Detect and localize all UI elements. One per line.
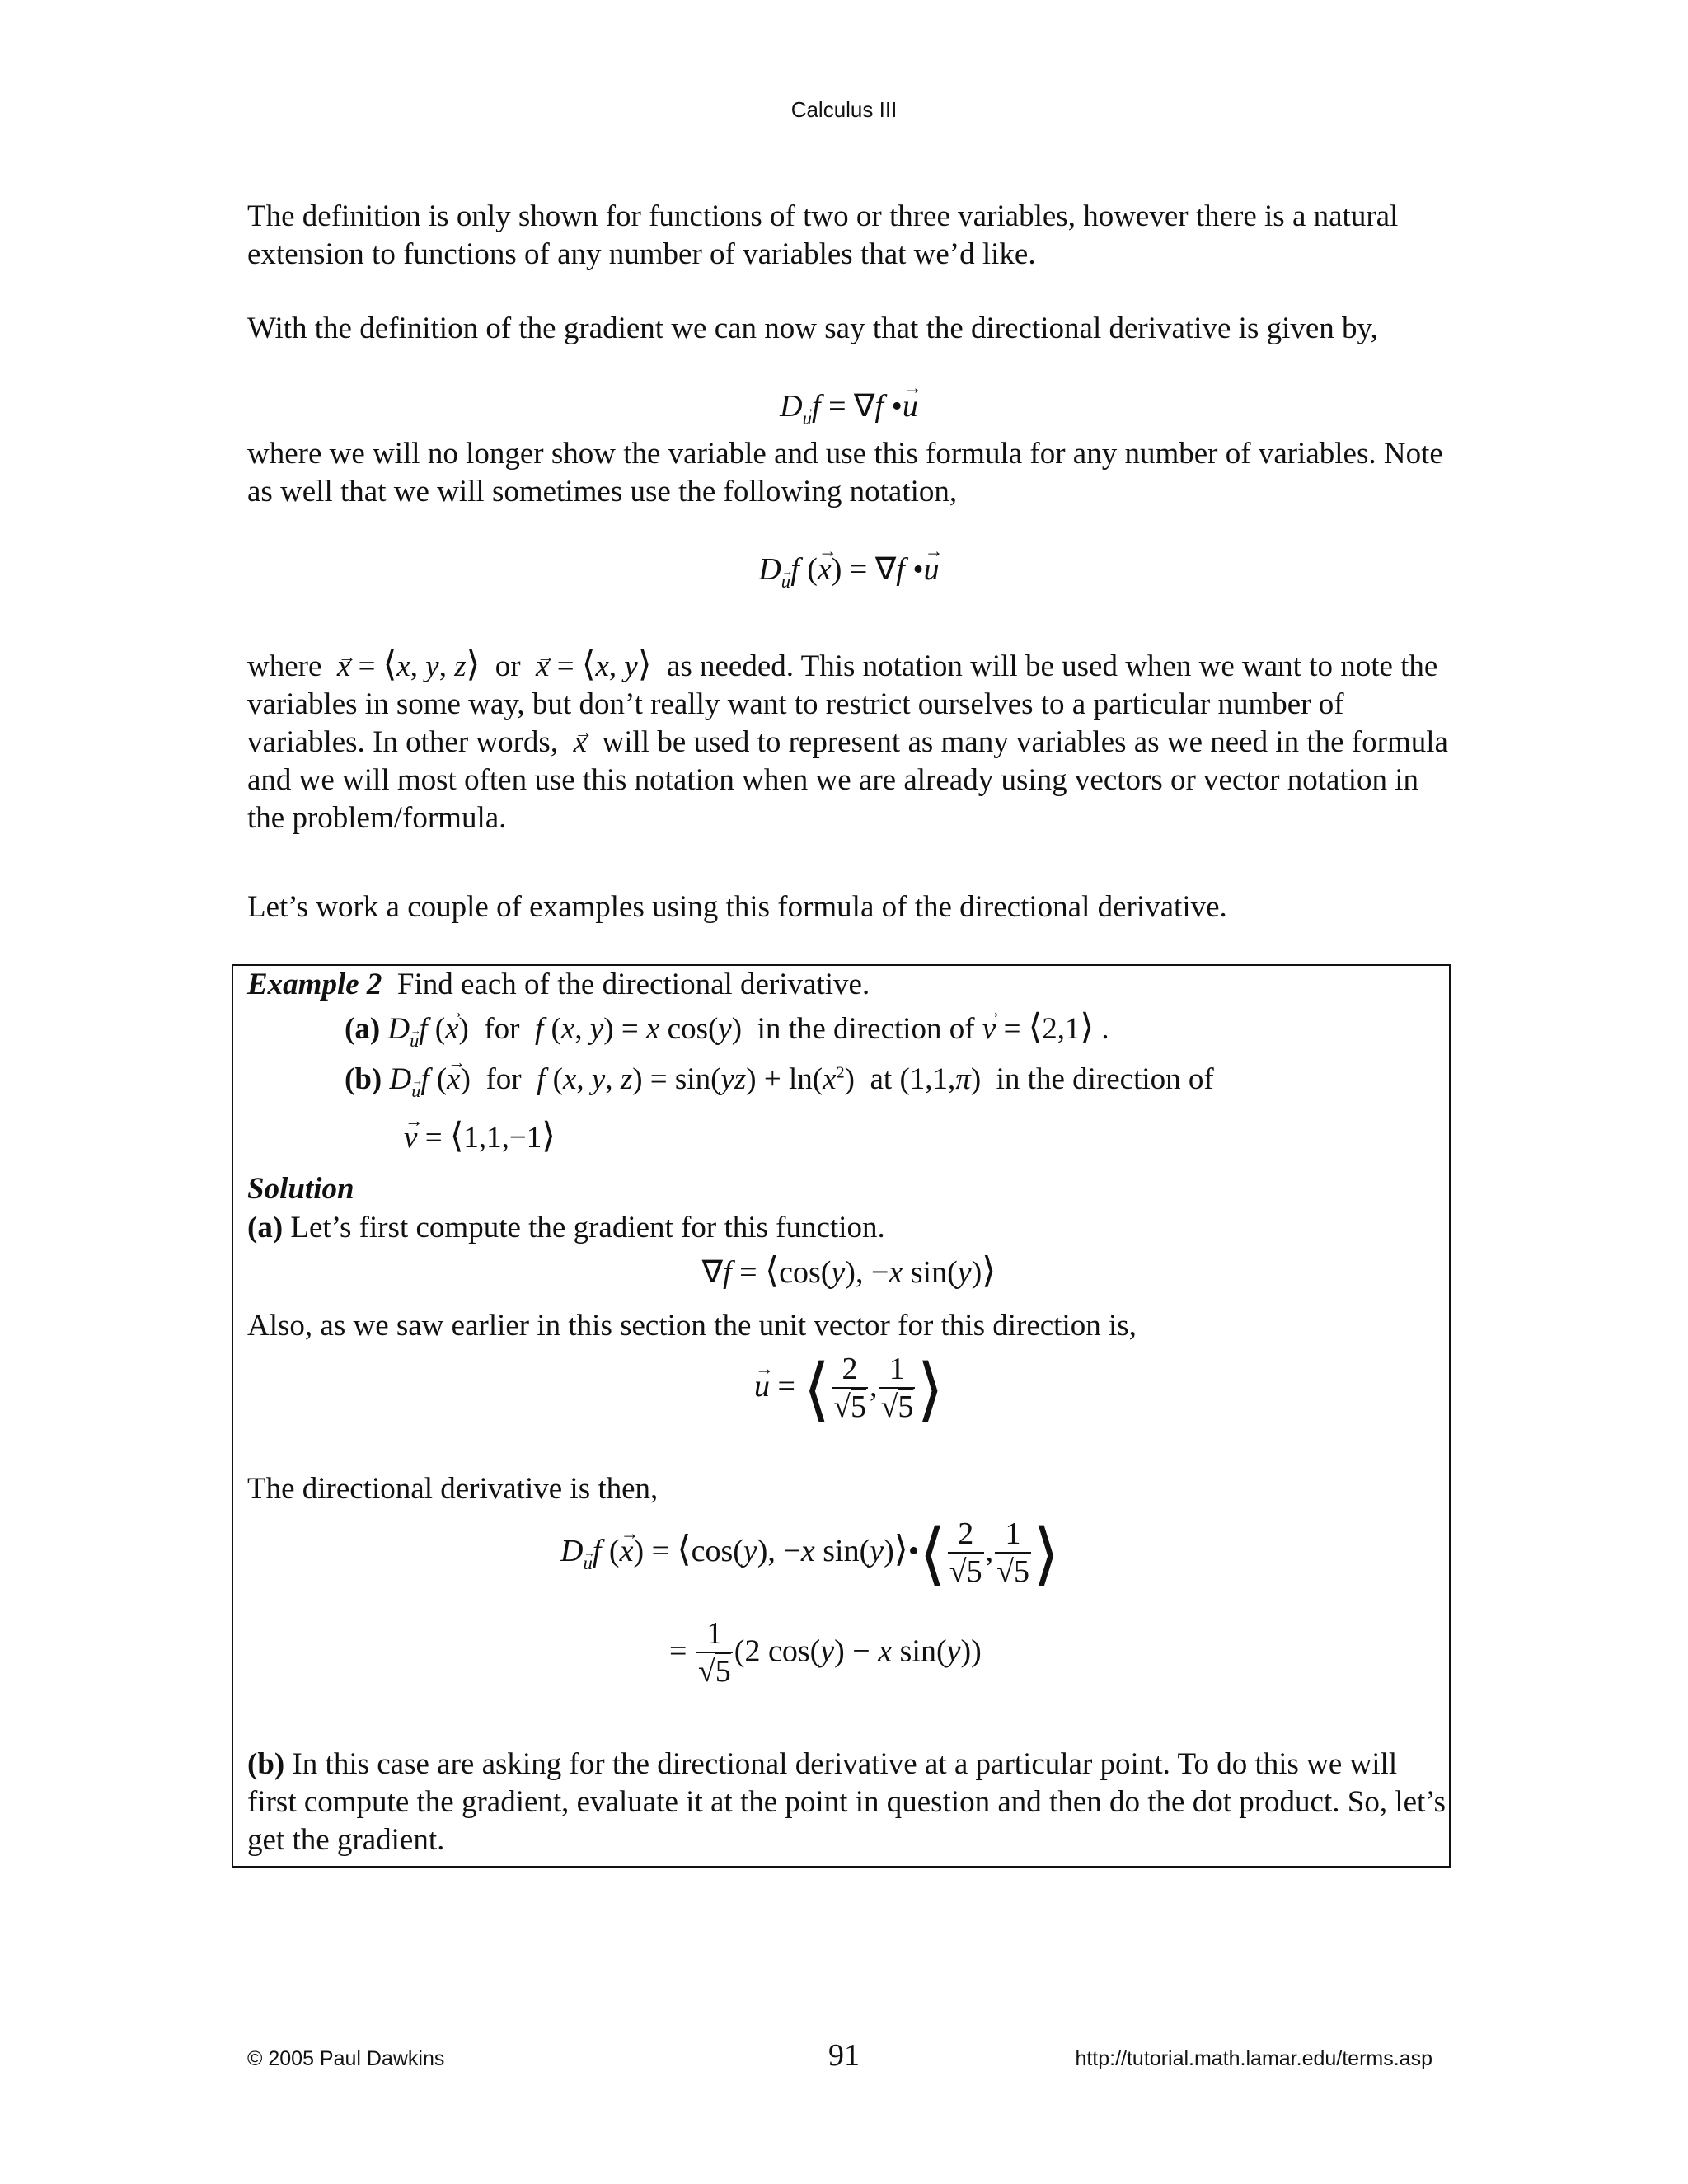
part-b-vector: → v = ⟨1,1,−1⟩ <box>404 1116 556 1156</box>
solution-b-label: (b) <box>247 1747 285 1781</box>
part-a-label: (a) <box>345 1012 381 1046</box>
p4-or: or <box>495 649 521 683</box>
unit-vector-text: Also, as we saw earlier in this section the unit vector for this direction is, <box>247 1309 1137 1343</box>
inline-math-x: → x <box>565 725 594 759</box>
solution-label: Solution <box>247 1172 354 1206</box>
dd-text: The directional derivative is then, <box>247 1472 659 1506</box>
solution-b-text: In this case are asking for the directional derivative at a particular point. To do this we will first compute the gradient, evaluate it at the point in question and then do the dot product. So, let’s get the gradient. <box>247 1747 1446 1857</box>
solution-b-paragraph <box>247 1746 1451 1859</box>
equation-dd-line2: = $\frac{1}{√5}$ (2 cos(y) − x sin(y)) <box>669 1616 982 1689</box>
example-title: Example 2 <box>247 968 382 1001</box>
paragraph-4 <box>247 646 1451 837</box>
paragraph-5: Let’s work a couple of examples using this formula of the directional derivative. <box>247 890 1227 924</box>
part-b-for: for <box>485 1062 522 1096</box>
example-prompt: Find each of the directional derivative. <box>396 968 870 1001</box>
inline-math-xy: → x = ⟨x, y⟩ <box>528 649 659 683</box>
footer-copyright: © 2005 Paul Dawkins <box>247 2047 445 2070</box>
paragraph-2: With the definition of the gradient we can now say that the directional derivative is given by, <box>247 312 1378 345</box>
footer-url: http://tutorial.math.lamar.edu/terms.asp <box>1075 2047 1432 2070</box>
example-part-b: (b) D→ $_u$f (→ x) for f (x, y, $z) = \sin(yz) + \ln(x^2)$ at (1,1,π) in the direction of <box>345 1062 1449 1102</box>
part-a-for: for <box>484 1012 520 1046</box>
part-a-direction-text: in the direction of <box>757 1012 975 1046</box>
equation-notation: D→ $_u$f (→ x) = ∇f •→ u <box>247 551 1451 593</box>
equation-dd-line1: D→ $_u$f (→ x) = ⟨cos(y), −x sin(y)⟩•⟨ $\frac{2}{√5}$ , $\frac{1}{√5}$ ⟩ <box>560 1513 1060 1595</box>
part-b-label: (b) <box>345 1062 382 1096</box>
part-b-direction-text: in the direction of <box>996 1062 1214 1096</box>
equation-gradient-dot: D→ $_u$f = ∇f •→ u <box>247 387 1451 429</box>
p4-text-b: as needed. This notation will be used when we want to note the variables in some way, but don’t really want to restrict ourselves to a particular number of variables. In other words, <box>247 649 1438 759</box>
equation-unit-vector: → u = ⟨ $\frac{2}{√5}$ , $\frac{1}{√5}$ ⟩ <box>247 1348 1451 1430</box>
example-part-a: (a) D→ $_u$f (→ x) for f (x, y) = x cos(y) in the direction of → v = ⟨2,1⟩ . <box>345 1007 1449 1052</box>
paragraph-3: where we will no longer show the variable and use this formula for any number of variables. Note as well that we will sometimes use the following notation, <box>247 437 1443 509</box>
part-b-at: at <box>870 1062 893 1096</box>
footer-page-number: 91 <box>828 2038 860 2073</box>
solution-a-text: Let’s first compute the gradient for this function. <box>290 1211 885 1244</box>
page-header: Calculus III <box>790 97 898 122</box>
p4-text-c: will be used to represent as many variables as we need in the formula and we will most often use this notation when we are already using vectors or vector notation in the problem/formula. <box>247 725 1448 835</box>
example-heading <box>247 966 1451 1004</box>
paragraph-1: The definition is only shown for functions of two or three variables, however there is a natural extension to functions of any number of variables that we’d like. <box>247 199 1399 271</box>
equation-gradient-a: ∇f = ⟨cos(y), −x sin(y)⟩ <box>701 1251 996 1291</box>
solution-a-label: (a) <box>247 1211 284 1244</box>
inline-math-xyz: → x = ⟨x, y, z⟩ <box>330 649 488 683</box>
solution-a-line <box>247 1209 1451 1247</box>
p4-where: where <box>247 649 322 683</box>
